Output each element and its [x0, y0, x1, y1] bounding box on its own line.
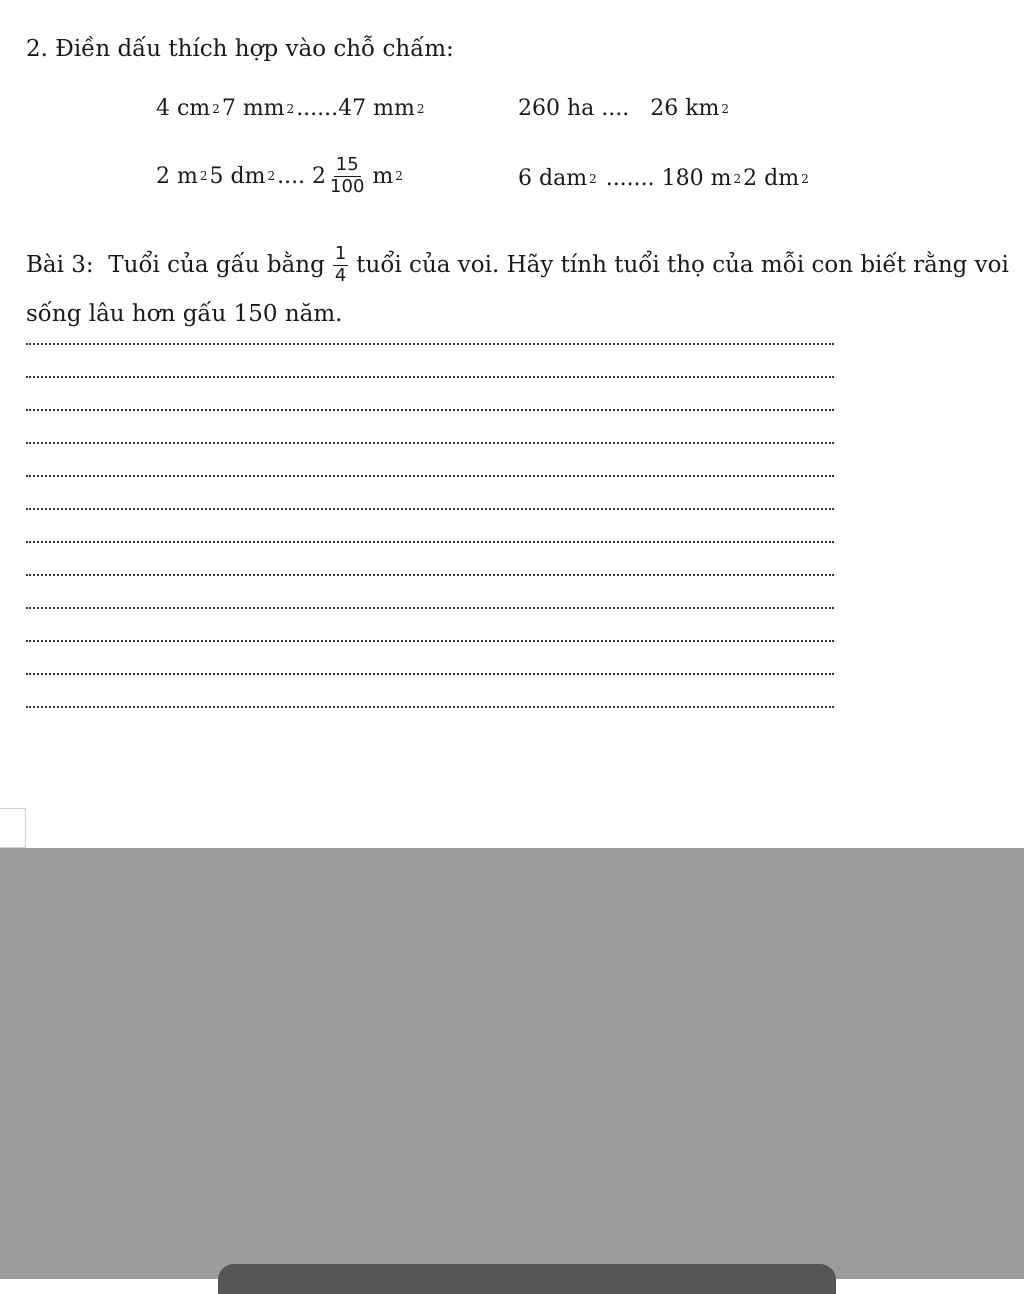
page-corner-marker [0, 808, 26, 848]
answer-line [26, 475, 834, 477]
question-2-title: 2. Điền dấu thích hợp vào chỗ chấm: [26, 36, 454, 62]
expression-ha-km2: 260 ha .... 26 km 2 [518, 96, 730, 121]
answer-line [26, 376, 834, 378]
expression-m2-dm2-fraction: 2 m 2 5 dm 2 .... 2 $\frac{15}{100}$ m 2 [156, 154, 403, 197]
expr3-part-a: 2 m [156, 163, 198, 189]
answer-line [26, 673, 834, 675]
fraction-numerator: 1 [334, 242, 347, 264]
expr4-part-c: 2 dm [743, 166, 800, 191]
answer-line [26, 541, 834, 543]
answer-line [26, 508, 834, 510]
expr1-part-c: ......47 mm [296, 96, 415, 121]
exercise-3-line-2: sống lâu hơn gấu 150 năm. [26, 301, 343, 327]
fraction-15-100 [328, 156, 366, 197]
answer-line [26, 607, 834, 609]
fraction-denominator: 100 [330, 175, 365, 197]
viewer-background [0, 848, 1024, 1279]
expr1-part-a: 4 cm [156, 96, 211, 121]
exercise-3-text-part-2: tuổi của voi. Hãy tính tuổi thọ của mỗi con biết rằng voi [356, 252, 1009, 278]
expr2-part-a: 260 ha .... 26 km [518, 96, 720, 121]
expr4-part-a: 6 dam [518, 166, 588, 191]
expr3-part-d: m [372, 163, 394, 189]
exercise-3 [26, 238, 1009, 336]
expr3-part-c: .... 2 [277, 163, 327, 189]
exercise-3-line-1 [26, 238, 1009, 292]
fraction-denominator: 4 [334, 264, 347, 286]
expr1-part-b: 7 mm [221, 96, 285, 121]
expression-cm2-mm2: 4 cm 2 7 mm 2 ......47 mm 2 [156, 96, 425, 121]
answer-line [26, 574, 834, 576]
answer-line [26, 343, 834, 345]
answer-line [26, 442, 834, 444]
fraction-1-4 [333, 242, 348, 286]
answer-line [26, 409, 834, 411]
answer-line [26, 640, 834, 642]
fraction-numerator: 15 [335, 154, 359, 175]
expr4-part-b: ....... 180 m [598, 166, 732, 191]
answer-line [26, 706, 834, 708]
expression-dam2-m2-dm2: 6 dam 2 ....... 180 m 2 2 dm 2 [518, 166, 809, 191]
exercise-3-text-part-1: Bài 3: Tuổi của gấu bằng [26, 252, 325, 278]
bottom-toolbar-handle[interactable] [218, 1264, 836, 1294]
expr3-part-b: 5 dm [209, 163, 266, 189]
